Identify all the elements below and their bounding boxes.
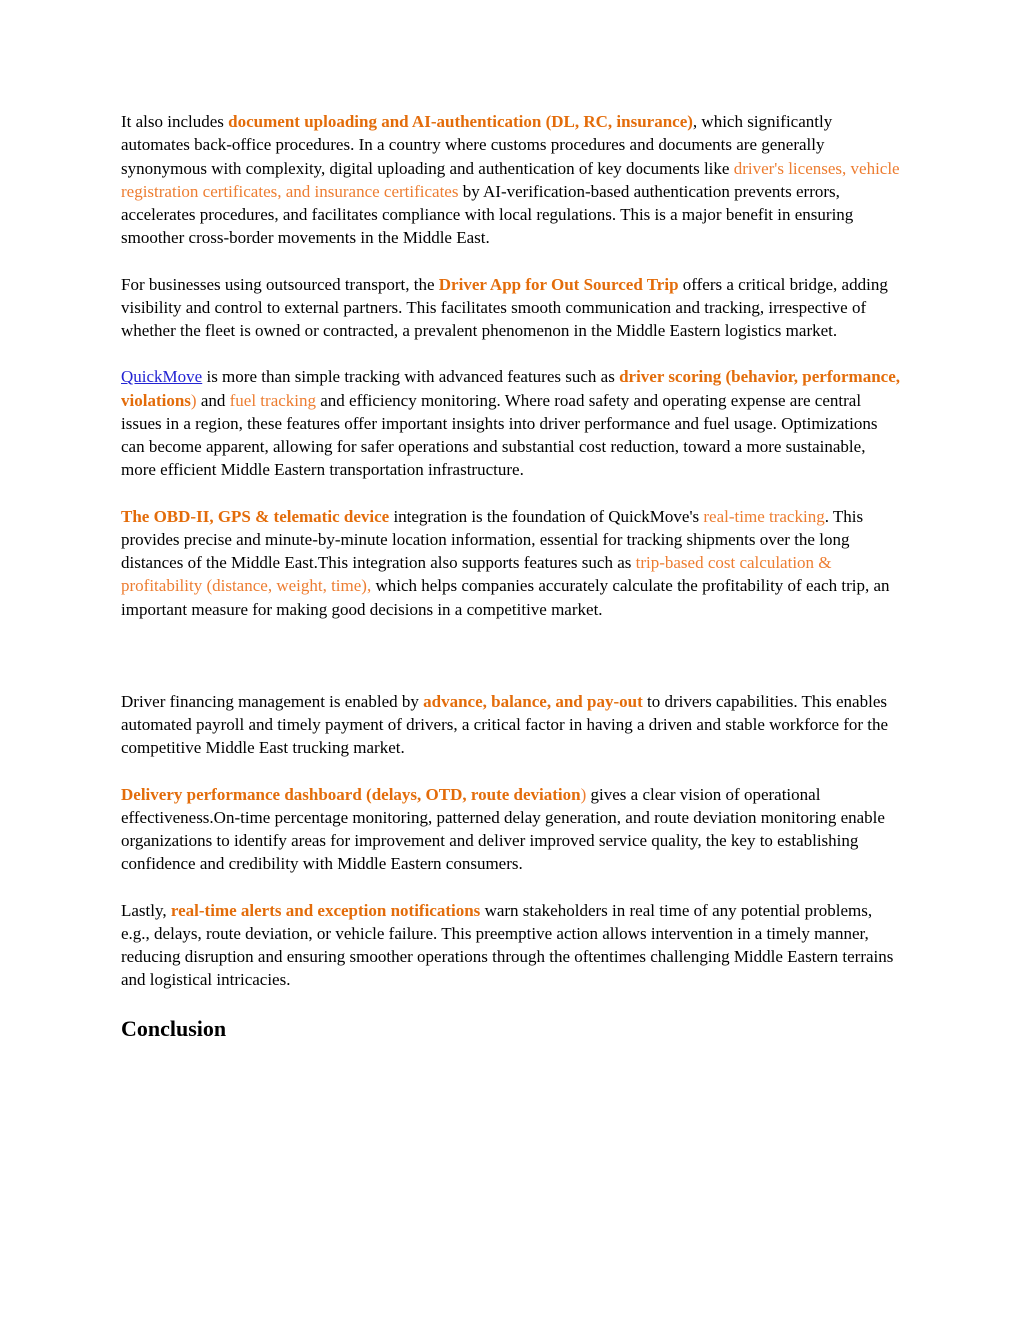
body-text-run: Lastly, [121, 900, 171, 920]
feature-highlight-bold: real-time alerts and exception notifications [170, 900, 481, 920]
conclusion-heading [121, 1015, 903, 1042]
paragraph [121, 505, 903, 621]
feature-highlight-bold: Delivery performance dashboard (delays, OTD, route deviation [121, 784, 581, 804]
feature-highlight-bold: The OBD-II, GPS & telematic device [121, 506, 390, 526]
paragraph [121, 110, 903, 250]
feature-highlight: real-time tracking [703, 506, 825, 526]
quickmove-link[interactable]: QuickMove [121, 367, 203, 387]
body-text-run: is more than simple tracking with advanced features such as [202, 367, 620, 387]
paragraph-spacer [121, 644, 903, 667]
body-text-run: Conclusion [121, 1015, 227, 1041]
body-text-run: gives a clear vision of operational effectiveness.On-time percentage monitoring, patterned delay generation, and route deviation monitoring enable organizations to identify areas for improvement and deliver improved service quality, the key to establishing confidence and credibility with Middle Eastern consumers. [121, 784, 885, 874]
body-text-run: and [196, 390, 230, 410]
feature-highlight-bold: Driver App for Out Sourced Trip [438, 274, 679, 294]
body-text-run: . This provides precise and minute-by-minute location information, essential for tracking shipments over the long distances of the Middle East.This integration also supports features such as [121, 506, 864, 572]
body-text-run: and efficiency monitoring. Where road safety and operating expense are central issues in a region, these features offer important insights into driver performance and fuel usage. Optimizations can become apparent, allowing for safer operations and substantial cost reduction, toward a more sustainable, more efficient Middle Eastern transportation infrastructure. [121, 390, 878, 480]
paragraph [121, 273, 903, 343]
body-text-run: , which significantly automates back-office procedures. In a country where customs procedures and documents are generally synonymous with complexity, digital uploading and authentication of key documents like [121, 112, 833, 178]
body-text-run: integration is the foundation of QuickMove's [389, 506, 704, 526]
feature-highlight: ) [580, 784, 587, 804]
body-text-run: to drivers capabilities. This enables automated payroll and timely payment of drivers, a critical factor in having a driven and stable workforce for the competitive Middle East trucking market. [121, 691, 889, 758]
body-text-run: It also includes [121, 112, 229, 131]
paragraph-spacer [121, 667, 903, 690]
body-text-run: warn stakeholders in real time of any potential problems, e.g., delays, route deviation, or vehicle failure. This preemptive action allows intervention in a timely manner, reducing disruption and ensuring smoother operations through the oftentimes challenging Middle Eastern terrains and logistical intricacies. [121, 900, 894, 990]
feature-highlight-bold: document uploading and AI-authentication (DL, RC, insurance) [228, 112, 693, 131]
paragraph [121, 365, 903, 481]
body-text-run: offers a critical bridge, adding visibility and control to external partners. This facilitates smooth communication and tracking, irrespective of whether the fleet is owned or contracted, a prevalent phenomenon in the Middle Eastern logistics market. [121, 274, 888, 340]
document-body [121, 110, 903, 1042]
feature-highlight-bold: driver scoring (behavior, performance, violations [121, 367, 900, 410]
body-text-run: by AI-verification-based authentication prevents errors, accelerates procedures, and facilitates compliance with local regulations. This is a major benefit in ensuring smoother cross-border movements in the Middle East. [121, 181, 854, 248]
feature-highlight-bold: advance, balance, and pay-out [423, 691, 643, 711]
paragraph [121, 899, 903, 992]
paragraph [121, 690, 903, 760]
body-text-run: Driver financing management is enabled by [121, 691, 424, 711]
feature-highlight: trip-based cost calculation & profitability (distance, weight, time), [121, 553, 832, 596]
body-text-run: which helps companies accurately calculate the profitability of each trip, an important measure for making good decisions in a competitive market. [121, 576, 890, 619]
feature-highlight: fuel tracking [229, 390, 317, 410]
feature-highlight: ) [190, 390, 197, 410]
body-text-run: For businesses using outsourced transport, the [121, 274, 439, 294]
feature-highlight: driver's licenses, vehicle registration certificates, and insurance certificates [121, 158, 900, 201]
paragraph [121, 783, 903, 876]
